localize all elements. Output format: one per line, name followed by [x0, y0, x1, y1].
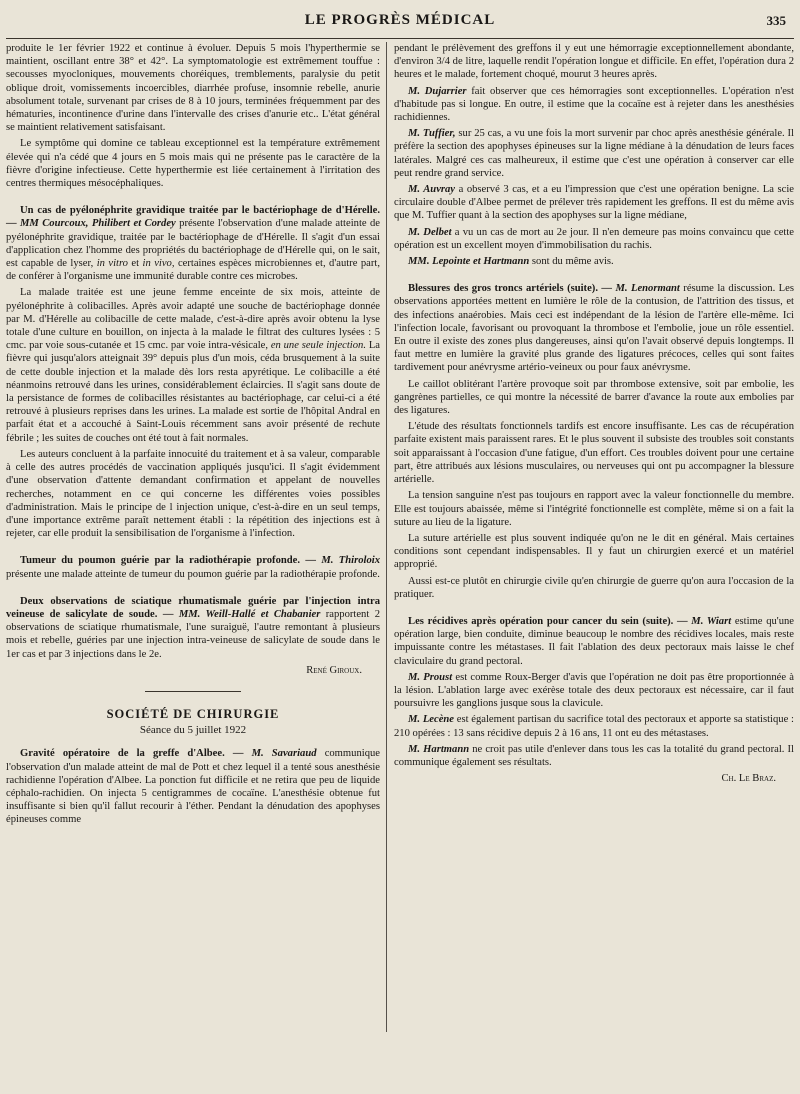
paragraph [394, 713, 794, 739]
article-authors: MM Courcoux, Philibert et Cordey [20, 218, 176, 230]
article-tumeur [6, 554, 380, 580]
paragraph: Le caillot oblitérant l'artère provoque soit par thrombose extensive, soit par embolie, les gangrènes partielles, ce qui montre la nécessité de barrer d'avance la route aux embolies par des ligatures. [394, 378, 794, 417]
paragraph-text: est comme Roux-Berger d'avis que l'opération ne doit pas être proportionnée à la lésion. L'ablation large avec exérèse totale des deux pectoraux est nécessaire, car il faut poursuivre les ganglions jusque sous la clavicule. [394, 671, 794, 710]
section-separator [145, 691, 241, 692]
society-title: SOCIÉTÉ DE CHIRURGIE [106, 706, 280, 721]
column-divider [386, 42, 387, 1032]
article-authors: MM. Weill-Hallé et Chabanier [178, 608, 321, 620]
signature: Ch. Le Braz. [721, 773, 776, 785]
speaker-name: M. Delbet [408, 226, 452, 238]
article-recidives [394, 615, 794, 668]
paragraph: Les auteurs concluent à la parfaite innocuité du traitement et à sa valeur, comparable à celle des autres procédés de vaccination appliqués jusqu'ici. Il s'agit évidemment d'une observation d'attente demandant confirmation et appelant de nouvelles recherches, notamment en ce qui concerne les différentes voies possibles d'administration. Mais le principe de l injection unique, c'est-à-dire en un seul temps, d'une importance extrême paraît nettement établi : la répétition des injections est à rejeter, car elle produit la sensibilisation de l'organisme à l'infection. [6, 448, 380, 540]
article-albee [6, 747, 380, 826]
paragraph-text: présente l'observation d'une malade atteinte de pyélonéphrite gravidique, traitée par le bactériophage de d'Hérelle. Il s'agit d'un essai d'application chez l'homme des propriétés du bactériophage de d'Hérelle qui, on le sait, est capable de lyser, [6, 218, 380, 270]
article-pyelonephrite [6, 204, 380, 283]
speaker-name: M. Tuffier, [408, 128, 456, 140]
paragraph [394, 226, 794, 252]
article-heading: Les récidives après opération pour cancer du sein (suite). — [408, 615, 688, 627]
paragraph-text: et [131, 258, 140, 270]
article-authors: M. Lenormant [615, 283, 680, 295]
article-authors: M. Thiroloix [321, 555, 380, 567]
article-heading: Blessures des gros troncs artériels (suite). — [408, 283, 613, 295]
journal-title: LE PROGRÈS MÉDICAL [304, 12, 496, 28]
paragraph [394, 671, 794, 711]
paragraph-text: La fièvre qui jusqu'alors atteignait 39° depuis plus d'un mois, céda brusquement à la suite de cette double injection et la malade dès lors resta apyrétique. Le colibacille a été néanmoins retrouvé dans les urines, considérablement éclaircies. Il s'agit sans doute de la persistance de formes de colibacilles résistantes au bactériophage, car celui-ci a été retrouvé à plusieurs reprises dans les urines. La malade est sortie de l'hôpital Andral en parfait état et a accouché à Saint-Louis récemment sans avoir présenté de rechute fébrile ; les suites de couches ont été tout à fait normales. [6, 340, 380, 444]
paragraph: pendant le prélèvement des greffons il y eut une hémorragie exceptionnellement abondante, d'environ 3/4 de litre, laquelle rendit l'opération longue et difficile. En effet, l'opération dura 2 heures et le malade, fortement choqué, mourut 3 heures après. [394, 43, 794, 81]
article-authors: M. Savariaud [251, 748, 317, 760]
paragraph-text: est également partisan du sacrifice total des pectoraux et apporte sa statistique : 210 opérées : 13 sans récidive depuis 2 à 16 ans, 11 ont eu des métastases. [394, 714, 794, 739]
article-authors: M. Wiart [691, 615, 732, 627]
society-date: Séance du 5 juillet 1922 [139, 724, 247, 737]
italic-text: in vivo, [142, 258, 175, 270]
paragraph [394, 85, 794, 125]
paragraph: produite le 1er février 1922 et continue à évoluer. Depuis 5 mois l'hyperthermie se maintient, oscillant entre 38° et 42°. La symptomatologie est extrêmement touffue : secousses myocloniques, mouvements choréiques, tremblements, paralysie du petit oblique droit, vomissements incoercibles, diarrhée profuse, insomnie rebelle, anurie absolument totale, survenant par crises de 8 à 10 jours, terminées fréquemment par des hématuries, incontinence d'urine dans l'intervalle des crises d'anurie etc.. L'état général se maintient relativement satisfaisant. [6, 43, 380, 134]
paragraph [394, 255, 794, 268]
header-rule [6, 38, 794, 39]
speaker-name: MM. Lepointe et Hartmann [408, 256, 530, 268]
speaker-name: M. Lecène [408, 714, 454, 726]
paragraph: Aussi est-ce plutôt en chirurgie civile qu'en chirurgie de guerre qu'on aura l'occasion de la pratiquer. [394, 575, 794, 600]
paragraph [394, 743, 794, 769]
paragraph [6, 286, 380, 444]
paragraph-text: présente une malade atteinte de tumeur du poumon guérie par la radiothérapie profonde. [6, 568, 380, 580]
speaker-name: M. Proust [408, 671, 453, 683]
article-sciatique [6, 595, 380, 661]
speaker-name: M. Hartmann [408, 743, 470, 755]
paragraph-text: a vu un cas de mort au 2e jour. Il n'en demeure pas moins convaincu que cette opération est un excellent moyen d'immobilisation du rachis. [394, 226, 794, 251]
paragraph: L'étude des résultats fonctionnels tardifs est encore insuffisante. Les cas de récupération parfaite existent mais paraissent rares. Et le plus souvent il subsiste des troubles soit constants soit apparaissant à l'occasion d'une fatigue, d'un effort. Ces troubles doivent pour une certaine part, être attribués aux lésions musculaires, ou nerveuses qui ont pu accompagner la blessure artérielle. [394, 421, 794, 486]
paragraph [394, 183, 794, 223]
paragraph [394, 127, 794, 180]
speaker-name: M. Auvray [408, 184, 456, 196]
page-header [0, 12, 800, 34]
article-heading: Deux observations de sciatique rhumatismale guérie par l'injection intra veineuse de salicylate de soude. — [6, 595, 380, 620]
article-blessures [394, 282, 794, 374]
paragraph: La tension sanguine n'est pas toujours en rapport avec la valeur fonctionnelle du membre. Elle est toujours abaissée, même si l'intégrité fonctionnelle est complète, même si on a fait la suture au lieu de la ligature. [394, 490, 794, 528]
paragraph: Le symptôme qui domine ce tableau exceptionnel est la température extrêmement élevée qui n'a cédé que 4 jours en 5 mois mais qui ne présente pas le caractère de la fièvre d'origine infectieuse. Cette hyperthermie est liée certainement à l'irritation des centres thermiques mésocéphaliques. [6, 138, 380, 190]
italic-text: en une seule injection. [270, 340, 366, 352]
right-column [394, 42, 794, 785]
paragraph: La suture artérielle est plus souvent indiquée qu'on ne le dit en général. Mais certaines conditions sont cependant indispensables. Il y faut un chirurgien exercé et un matériel approprié. [394, 532, 794, 571]
article-heading: Gravité opératoire de la greffe d'Albee. — [20, 748, 244, 760]
paragraph-text: fait observer que ces hémorragies sont exceptionnelles. L'opération n'est d'habitude pas si longue. En outre, il estime que la cocaïne est à rejeter dans les anesthésies rachidiennes. [394, 85, 794, 124]
left-column [6, 42, 380, 830]
paragraph-text: La malade traitée est une jeune femme enceinte de six mois, atteinte de pyélonéphrite à colibacilles. Après avoir adapté une souche de bactériophage donnée par M. d'Hérelle au colibacille de cette malade, c'est-à-dire après avoir obtenu la lyse totale d'une culture en bouillon, on injecta à la malade le filtrat des cultures lysées : 5 cmc. par voie sous-cutanée et 15 cmc. par voie intra-vésicale, [6, 287, 380, 352]
paragraph-text: certaines espèces microbiennes et, d'autre part, de conférer à l'organisme une immunité durable contre ces microbes. [6, 258, 380, 283]
article-heading: Tumeur du poumon guérie par la radiothérapie profonde. — [20, 555, 316, 567]
paragraph-text: résume la discussion. Les observations apportées mettent en lumière le rôle de la contusion, de l'attrition des tissus, et des infections anaérobies. Mais ceci est indépendant de la lésion de l'artère elle-même. Ici l'infection locale, favorisant ou provoquant la thrombose et l'embolie, joue un rôle essentiel. En outre il existe des zones plus dangereuses, ainsi qu'on l'avait observé depuis longtemps. Il faut mettre en lumière la gravité plus grande des ligatures précoces, celles qui sont faites tardivement pour anévrysme artério-veineux ou pour faux anévrysme. [394, 283, 794, 374]
paragraph-text: a observé 3 cas, et a eu l'impression que c'est une opération benigne. La scie circulaire double d'Albee permet de prélever très rapidement les greffons. Il est du même avis que M. Tuffier quant à la section des apophyses sur la ligne médiane, [394, 184, 794, 222]
page-number: 335 [766, 13, 786, 28]
paragraph-text: estime qu'une opération large, bien conduite, diminue beaucoup le nombre des récidives locales, mais reste impuissante contre les métastases. Il fait l'ablation des deux pectoraux mais laisse le chef claviculaire du grand pectoral. [394, 615, 794, 667]
paragraph-text: rapportent 2 observations de sciatique rhumatismale, l'une suraiguë, l'autre remontant à plusieurs mois et rebelle, guéries par une injection intra-veineuse de salicylate de soude dans le 1er cas et par 3 injections dans le 2e. [6, 608, 381, 660]
italic-text: in vitro [96, 258, 128, 270]
paragraph-text: sur 25 cas, a vu une fois la mort survenir par choc après anesthésie générale. Il préfère la section des apophyses épineuses sur la ligne médiane à la dénudation de leurs faces latérales. Malgré ces cas malheureux, il estime que c'est une opération à conserver car elle peut rendre grand service. [394, 128, 794, 179]
signature: René Giroux. [306, 664, 362, 676]
paragraph-text: sont du même avis. [531, 256, 614, 268]
paragraph-text: communique l'observation d'un malade atteint de mal de Pott et chez lequel il a tenté sous anesthésie rachidienne l'opération d'Albee. La ponction fut difficile et ne retira que peu de liquide céphalo-rachidien. On injecta 5 centigrammes de cocaïne. L'anesthésie obtenue fut insuffisante si bien qu'il fallut recourir à l'éther. Pendant la dénudation des apophyses épineuses comme [6, 748, 380, 826]
speaker-name: M. Dujarrier [408, 85, 467, 97]
paragraph-text: ne croit pas utile d'enlever dans tous les cas la totalité du grand pectoral. Il communique également ses résultats. [394, 743, 794, 768]
article-heading: Un cas de pyélonéphrite gravidique traitée par le bactériophage de d'Hérelle. — [6, 205, 380, 230]
